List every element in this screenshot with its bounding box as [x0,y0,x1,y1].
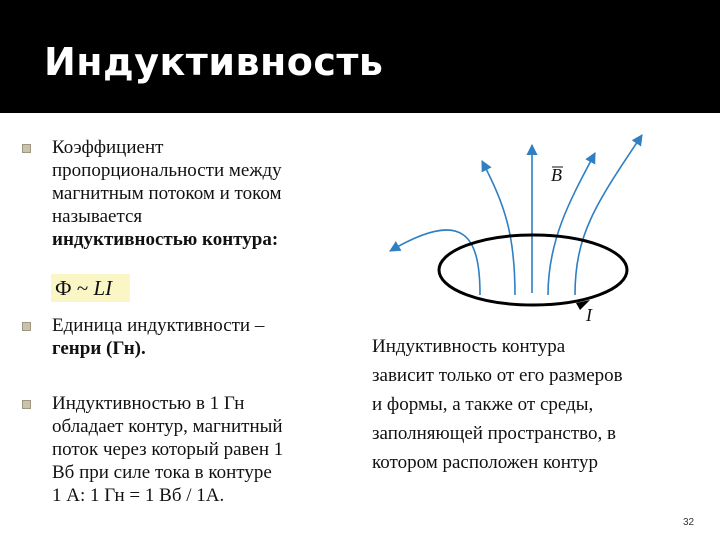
formula-li: LI [93,276,113,300]
field-line-left-outer [390,230,480,295]
bullet-1-line-4: называется [52,206,143,227]
bullet-text-1 [52,136,282,251]
title-bar [0,0,720,113]
bullet-3-line-3: поток через который равен 1 [52,439,284,460]
note-line-5: котором расположен контур [372,452,598,473]
bullet-marker-2 [22,322,31,331]
note-line-2: зависит только от его размеров [372,365,623,386]
note-line-4: заполняющей пространство, в [372,423,616,444]
field-line-left-inner [482,161,515,295]
formula-phi: Ф ~ [55,276,94,300]
formula-box [51,274,130,302]
bullet-3-line-5: 1 А: 1 Гн = 1 Вб / 1А. [52,485,225,506]
note-line-1: Индуктивность контура [372,336,566,357]
bullet-1-line-1: Коэффициент [52,137,164,158]
inductance-diagram [380,125,680,325]
bullet-2-bold-line: генри (Гн). [52,338,146,359]
bullet-3-line-1: Индуктивностью в 1 Гн [52,393,245,414]
current-loop [439,235,627,305]
bullet-text-2 [52,314,264,360]
current-label-i: I [586,305,592,325]
bullet-2-line-1: Единица индуктивности – [52,315,265,336]
field-line-right-outer [575,135,642,295]
bullet-3-line-2: обладает контур, магнитный [52,416,283,437]
bullet-1-line-2: пропорциональности между [52,160,282,181]
bullet-marker-3 [22,400,31,409]
bullet-1-line-3: магнитным потоком и током [52,183,282,204]
bullet-3-line-4: Вб при силе тока в контуре [52,462,272,483]
bullet-marker-1 [22,144,31,153]
field-label-b: B [551,165,562,185]
note-line-3: и формы, а также от среды, [372,394,594,415]
page-number: 32 [683,517,695,528]
slide-title: Индуктивность [44,40,384,84]
inductance-note [372,332,623,477]
bullet-text-3 [52,392,283,507]
bullet-1-bold-line: индуктивностью контура: [52,229,279,250]
